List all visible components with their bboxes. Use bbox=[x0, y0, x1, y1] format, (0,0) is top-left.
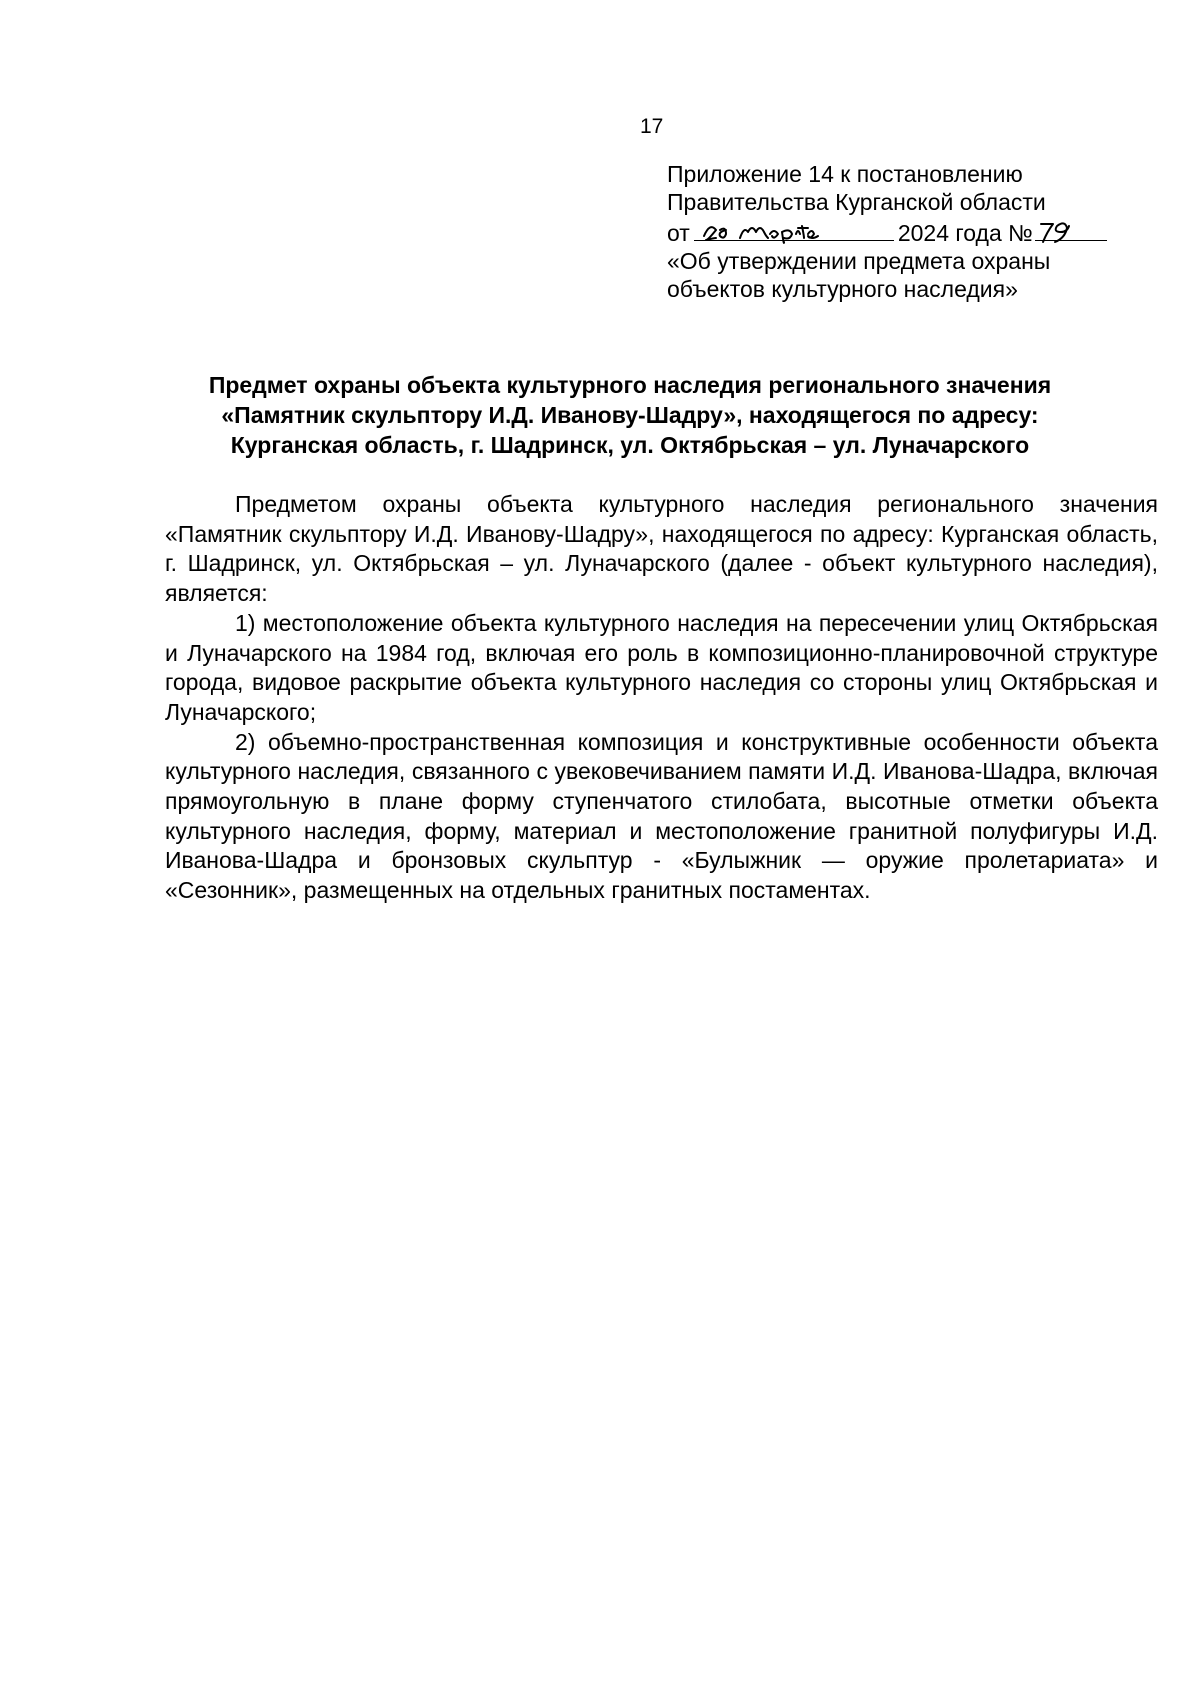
date-year: 2024 года № bbox=[897, 220, 1033, 246]
title-line-1: Предмет охраны объекта культурного наследия регионального значения bbox=[208, 372, 1052, 398]
title-line-2: «Памятник скульптору И.Д. Иванову-Шадру», находящегося по адресу: bbox=[221, 402, 1039, 428]
appendix-header bbox=[667, 160, 1127, 303]
handwritten-number bbox=[1035, 216, 1107, 241]
appendix-line-4: «Об утверждении предмета охраны bbox=[667, 248, 1051, 274]
handwritten-date-signature bbox=[694, 212, 894, 244]
appendix-date-line bbox=[667, 216, 1127, 247]
handwritten-date bbox=[694, 216, 894, 241]
page-number: 17 bbox=[640, 115, 664, 138]
appendix-line-2: Правительства Курганской области bbox=[667, 189, 1046, 215]
appendix-line-1: Приложение 14 к постановлению bbox=[667, 161, 1023, 187]
appendix-line-5: объектов культурного наследия» bbox=[667, 276, 1018, 302]
date-prefix: от bbox=[667, 220, 690, 246]
document-title bbox=[150, 370, 1110, 460]
item-1-paragraph: 1) местоположение объекта культурного наследия на пересечении улиц Октябрьская и Луначарского на 1984 год, включая его роль в композиционно-планировочной структуре города, видовое раскрытие объекта культурного наследия со стороны улиц Октябрьская и Луначарского; bbox=[165, 609, 1158, 725]
document-body bbox=[165, 490, 1158, 906]
intro-paragraph: Предметом охраны объекта культурного наследия регионального значения «Памятник скульптору И.Д. Иванову-Шадру», находящегося по адресу: Курганская область, г. Шадринск, ул. Октябрьская – ул. Луначарского (далее - объект культурного наследия), является: bbox=[165, 491, 1158, 607]
handwritten-number-signature bbox=[1035, 212, 1107, 244]
title-line-3: Курганская область, г. Шадринск, ул. Октябрьская – ул. Луначарского bbox=[230, 432, 1030, 458]
item-2-paragraph: 2) объемно-пространственная композиция и конструктивные особенности объекта культурного наследия, связанного с увековечиванием памяти И.Д. Иванова-Шадра, включая прямоугольную в плане форму ступенчатого стилобата, высотные отметки объекта культурного наследия, форму, материал и местоположение гранитной полуфигуры И.Д. Иванова-Шадра и бронзовых скульптур - «Булыжник — оружие пролетариата» и «Сезонник», размещенных на отдельных гранитных постаментах. bbox=[165, 728, 1158, 904]
